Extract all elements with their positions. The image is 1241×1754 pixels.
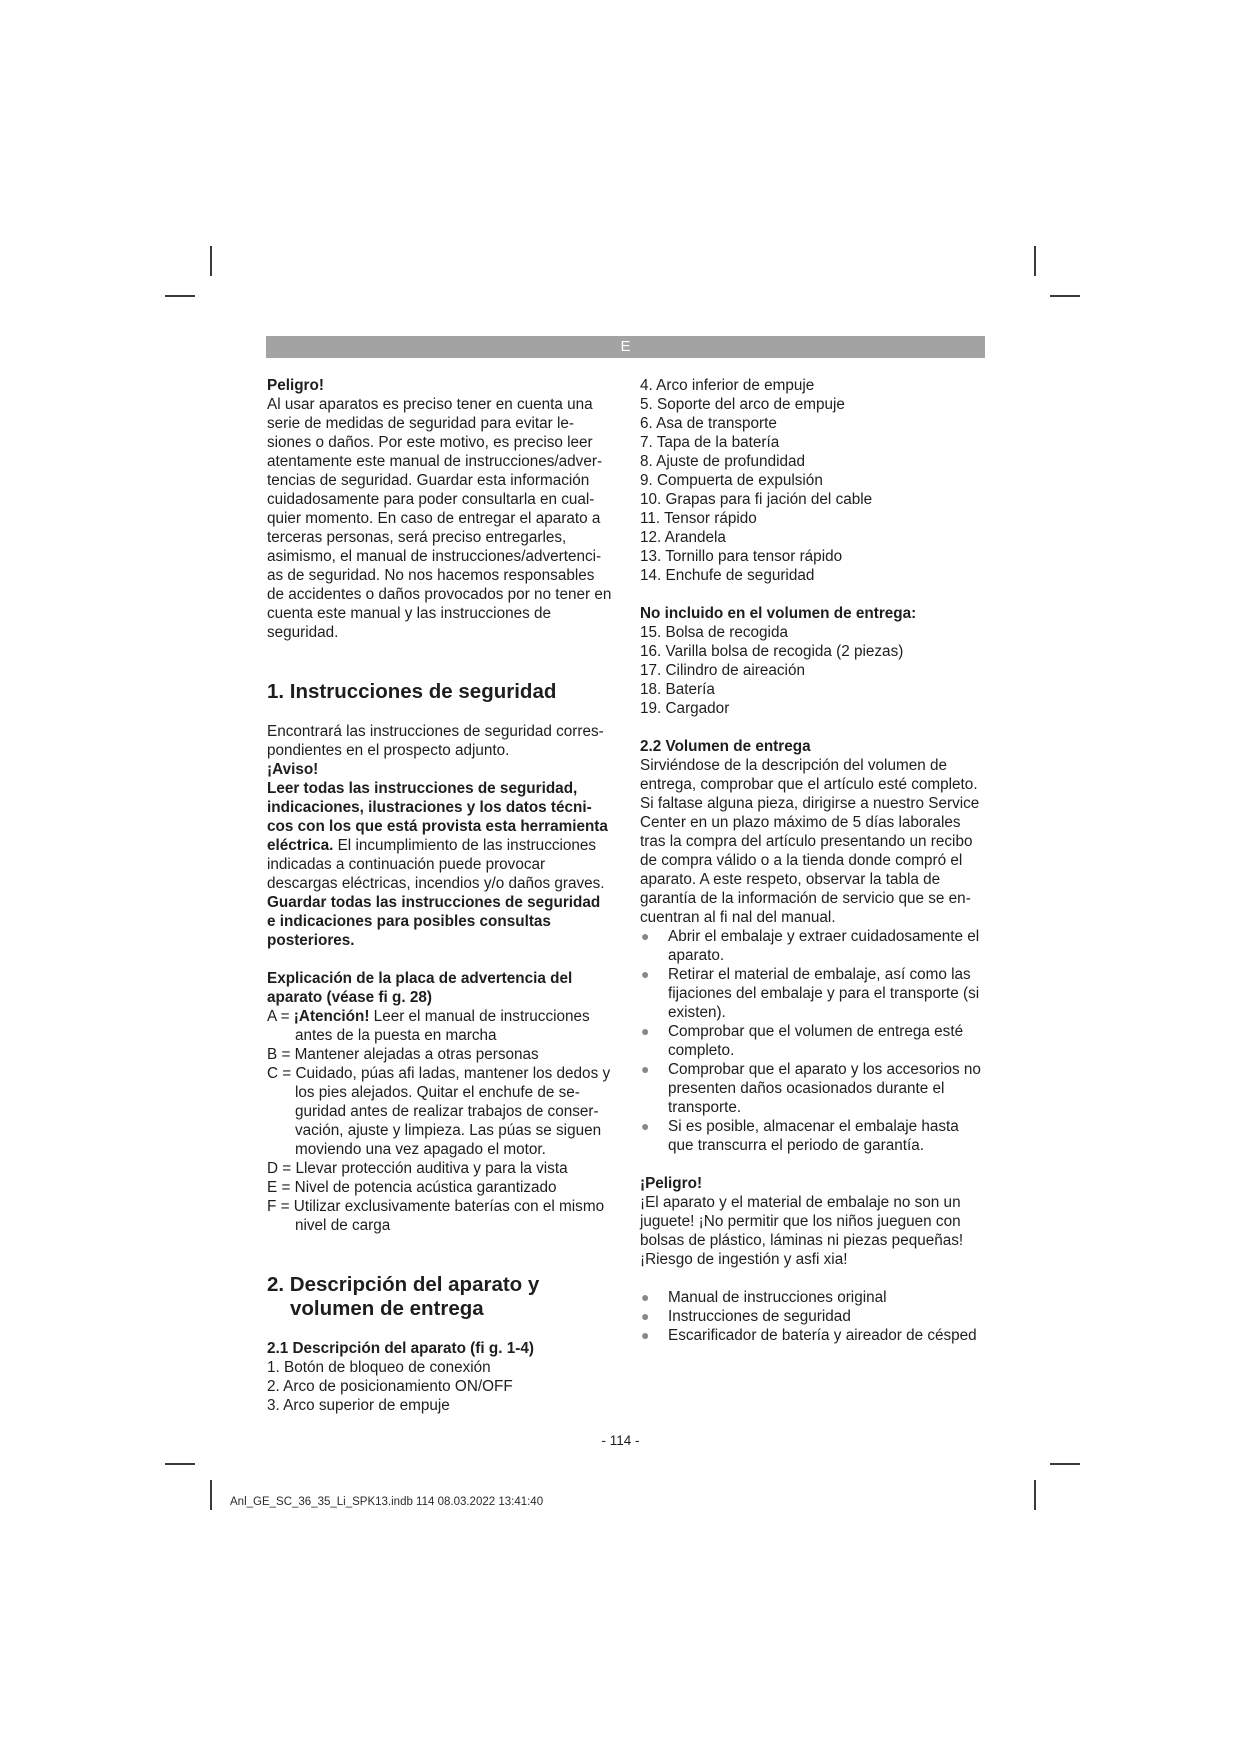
bullet-text: Retirar el material de embalaje, así como las fijaciones del embalaje y para el transporte (si existen). [668, 966, 980, 1021]
plate-prefix: E = [267, 1179, 295, 1196]
section1-title: 1. Instrucciones de seguridad [267, 680, 557, 703]
sub22-title: 2.2 Volumen de entrega [640, 738, 811, 755]
section1-intro: Encontrará las instrucciones de seguridad correspondientes en el prospecto adjunto. [267, 723, 604, 759]
list-item [640, 1288, 985, 1307]
parts-list-right [640, 376, 985, 585]
language-header-bar: E [266, 336, 985, 358]
plate-text: Llevar protección auditiva y para la vista [295, 1160, 568, 1177]
plate-prefix: F = [267, 1198, 294, 1215]
list-item [640, 1326, 985, 1345]
bullet-icon: ● [641, 1327, 650, 1343]
plate-title: Explicación de la placa de advertencia del aparato (véase fi g. 28) [267, 970, 573, 1006]
left-column [267, 376, 612, 1415]
list-item [640, 1307, 985, 1326]
bullet-text: Instrucciones de seguridad [668, 1308, 851, 1325]
crop-mark [210, 1480, 212, 1510]
danger-title: Peligro! [267, 377, 324, 394]
plate-list [267, 1007, 612, 1235]
list-item: 10. Grapas para fi jación del cable [640, 491, 873, 508]
bullet-text: Abrir el embalaje y extraer cuidadosamente el aparato. [668, 928, 980, 964]
plate-prefix: B = [267, 1046, 295, 1063]
crop-mark [1050, 295, 1080, 297]
page-number: - 114 - [601, 1433, 640, 1448]
list-item: 3. Arco superior de empuje [267, 1397, 450, 1414]
list-item: 17. Cilindro de aireación [640, 662, 805, 679]
list-item: 2. Arco de posicionamiento ON/OFF [267, 1378, 513, 1395]
list-item [640, 1060, 985, 1117]
list-item: 7. Tapa de la batería [640, 434, 780, 451]
not-included-title: No incluido en el volumen de entrega: [640, 605, 917, 622]
plate-text: Leer el manual de instrucciones antes de la puesta en marcha [295, 1008, 590, 1044]
crop-mark [165, 295, 195, 297]
sub22-bullets [640, 927, 985, 1155]
plate-text: Utilizar exclusivamente baterías con el mismo nivel de carga [293, 1198, 605, 1234]
right-column [640, 376, 985, 1345]
aviso-title: ¡Aviso! [267, 761, 319, 778]
danger-text: Al usar aparatos es preciso tener en cuenta una serie de medidas de seguridad para evitar lesiones o daños. Por este motivo, es preciso leer atentamente este manual de instrucciones/advertencias de seguridad. Guardar esta información cuidadosamente para poder consultarla en cualquier momento. En caso de entregar el aparato a terceras personas, será preciso entregarles, asimismo, el manual de instrucciones/advertencias de seguridad. No nos hacemos responsables de accidentes o daños provocados por no tener en cuenta este manual y las instrucciones de seguridad. [267, 396, 612, 641]
section2-title-line2: volumen de entrega [290, 1297, 484, 1320]
plate-prefix: D = [267, 1160, 296, 1177]
plate-text: Nivel de potencia acústica garantizado [294, 1179, 557, 1196]
parts-list-left [267, 1358, 612, 1415]
list-item: 11. Tensor rápido [640, 510, 757, 527]
plate-item [267, 1045, 612, 1064]
list-item: 16. Varilla bolsa de recogida (2 piezas) [640, 643, 904, 660]
section2-title [267, 1273, 612, 1321]
plate-bold: ¡Atención! [293, 1008, 370, 1025]
crop-mark [1050, 1463, 1080, 1465]
aviso-bold-2: Guardar todas las instrucciones de seguridad e indicaciones para posibles consultas posteriores. [267, 894, 601, 949]
list-item [640, 1117, 985, 1155]
list-item: 1. Botón de bloqueo de conexión [267, 1359, 491, 1376]
plate-item [267, 1159, 612, 1178]
bullet-icon: ● [641, 1118, 650, 1134]
sub22-text: Sirviéndose de la descripción del volumen de entrega, comprobar que el artículo esté completo. Si faltase alguna pieza, dirigirse a nuestro Service Center en un plazo máximo de 5 días laborales tras la compra del artículo presentando un recibo de compra válido o a la tienda donde compró el aparato. A este respeto, observar la tabla de garantía de la información de servicio que se encuentran al fi nal del manual. [640, 757, 980, 926]
bullet-text: Comprobar que el aparato y los accesorios no presenten daños ocasionados durante el transporte. [668, 1061, 981, 1116]
list-item: 14. Enchufe de seguridad [640, 567, 815, 584]
bullet-text: Comprobar que el volumen de entrega esté completo. [668, 1023, 964, 1059]
crop-mark [1034, 1480, 1036, 1510]
aviso-paragraph [267, 779, 612, 893]
bullet-icon: ● [641, 1061, 650, 1077]
aviso-bold: Leer todas las instrucciones de seguridad, indicaciones, ilustraciones y los datos técnicos con los que está provista esta herramienta eléctrica. [267, 780, 608, 854]
crop-mark [1034, 246, 1036, 276]
list-item: 4. Arco inferior de empuje [640, 377, 815, 394]
plate-item [267, 1007, 612, 1045]
bullet-icon: ● [641, 928, 650, 944]
list-item: 6. Asa de transporte [640, 415, 777, 432]
list-item [640, 927, 985, 965]
bullet-text: Manual de instrucciones original [668, 1289, 887, 1306]
list-item [640, 1022, 985, 1060]
list-item: 19. Cargador [640, 700, 730, 717]
bullet-text: Si es posible, almacenar el embalaje hasta que transcurra el periodo de garantía. [668, 1118, 959, 1154]
list-item: 9. Compuerta de expulsión [640, 472, 823, 489]
bullet-text: Escarificador de batería y aireador de césped [668, 1327, 977, 1344]
bullet-icon: ● [641, 1308, 650, 1324]
danger2-text: ¡El aparato y el material de embalaje no son un juguete! ¡No permitir que los niños jueguen con bolsas de plástico, láminas ni piezas pequeñas! ¡Riesgo de ingestión y asfi xia! [640, 1194, 964, 1268]
aviso-text: El incumplimiento de las instrucciones indicadas a continuación puede provocar descargas eléctricas, incendios y/o daños graves. [267, 837, 605, 892]
print-info: Anl_GE_SC_36_35_Li_SPK13.indb 114 08.03.2022 13:41:40 [230, 1496, 544, 1508]
plate-item [267, 1197, 612, 1235]
crop-mark [165, 1463, 195, 1465]
contents-bullets [640, 1288, 985, 1345]
list-item: 13. Tornillo para tensor rápido [640, 548, 843, 565]
plate-text: Cuidado, púas afi ladas, mantener los dedos y los pies alejados. Quitar el enchufe de seguridad antes de realizar trabajos de conservación, ajuste y limpieza. Las púas se siguen moviendo una vez apagado el motor. [295, 1065, 611, 1158]
plate-prefix: A = [267, 1008, 294, 1025]
bullet-icon: ● [641, 1289, 650, 1305]
bullet-icon: ● [641, 966, 650, 982]
crop-mark [210, 246, 212, 276]
list-item: 15. Bolsa de recogida [640, 624, 788, 641]
list-item [640, 965, 985, 1022]
list-item: 5. Soporte del arco de empuje [640, 396, 845, 413]
plate-text: Mantener alejadas a otras personas [294, 1046, 539, 1063]
section2-title-line1: 2. Descripción del aparato y [267, 1273, 540, 1296]
sub21-title: 2.1 Descripción del aparato (fi g. 1-4) [267, 1340, 534, 1357]
plate-item [267, 1178, 612, 1197]
bullet-icon: ● [641, 1023, 650, 1039]
danger2-title: ¡Peligro! [640, 1175, 703, 1192]
list-item: 12. Arandela [640, 529, 726, 546]
not-included-list [640, 623, 985, 718]
list-item: 18. Batería [640, 681, 715, 698]
plate-prefix: C = [267, 1065, 296, 1082]
plate-item [267, 1064, 612, 1159]
list-item: 8. Ajuste de profundidad [640, 453, 805, 470]
